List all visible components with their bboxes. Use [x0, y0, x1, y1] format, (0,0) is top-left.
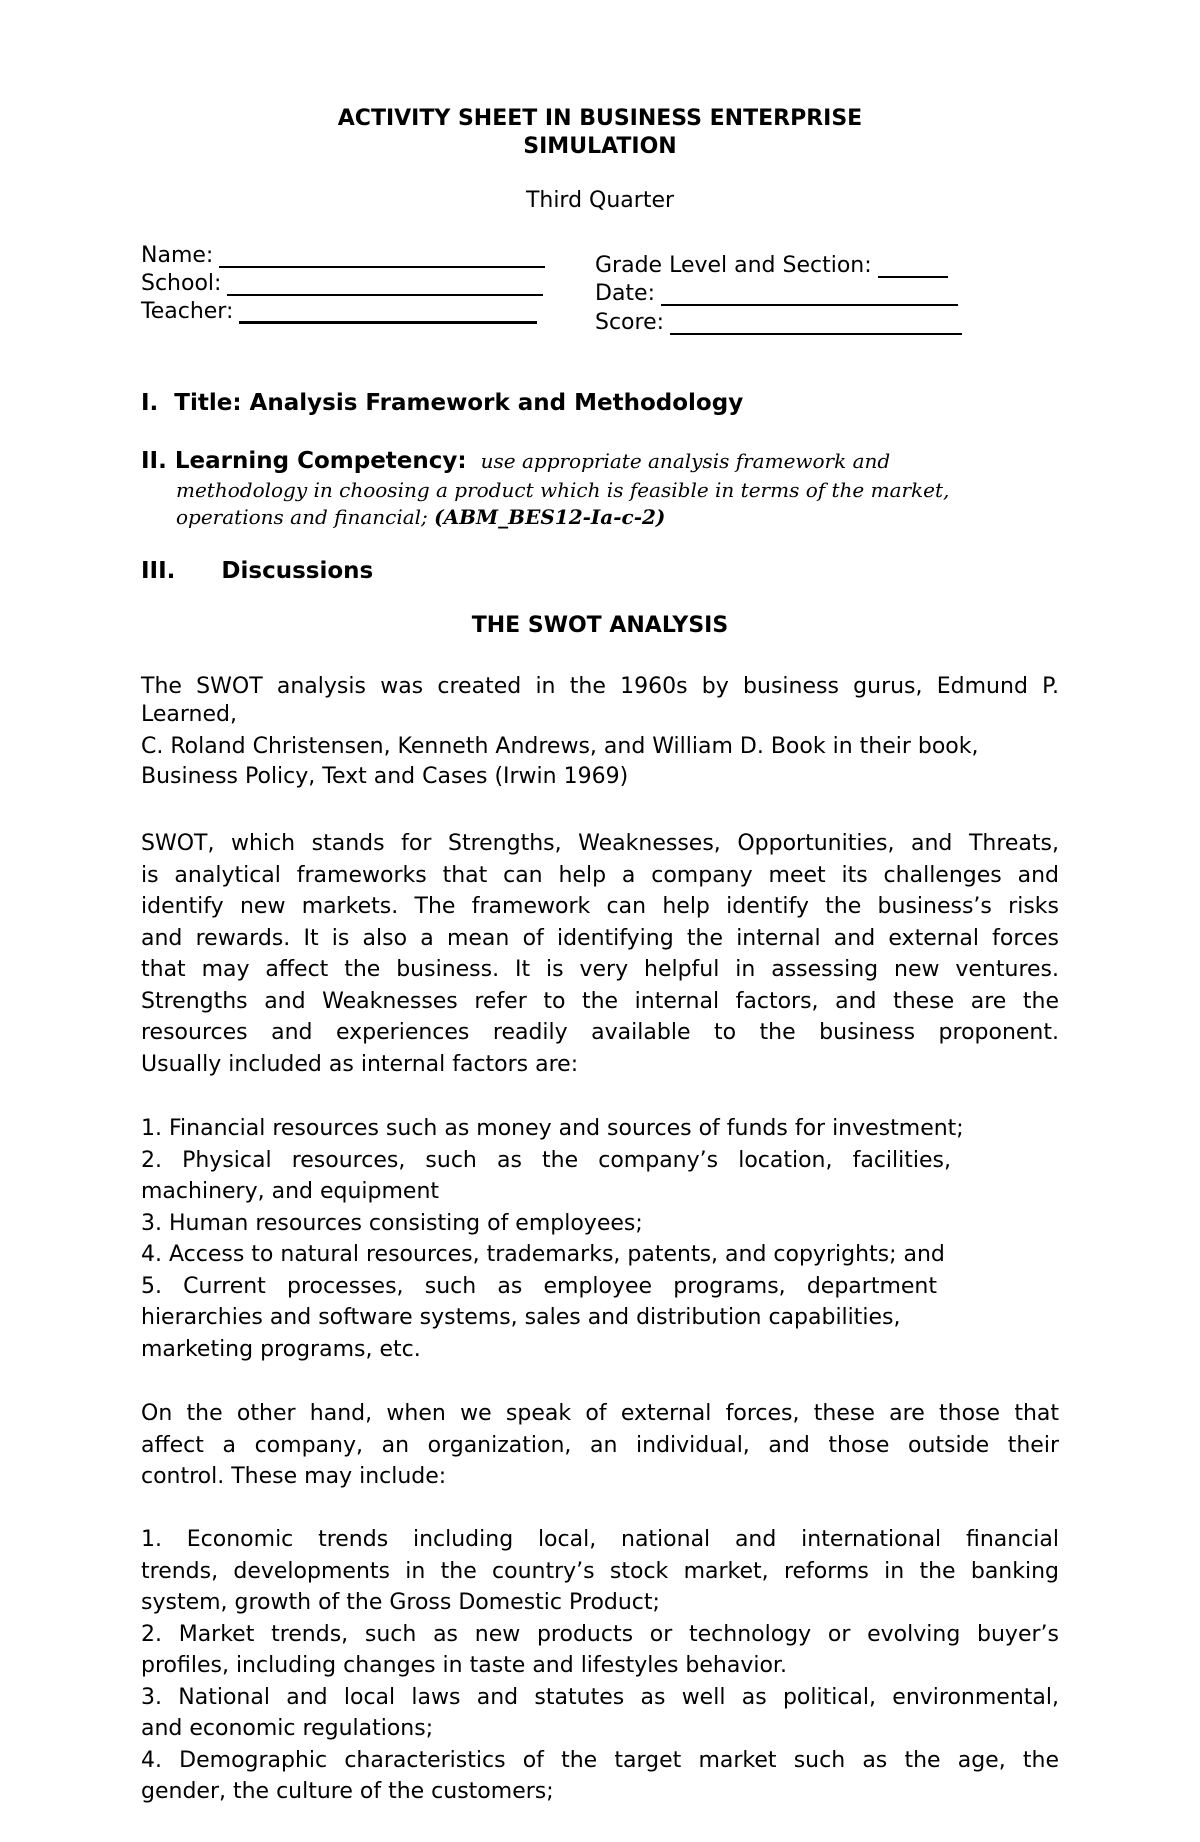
competency-line-2: methodology in choosing a product which is feasible in terms of the market, [176, 478, 950, 502]
competency-code: (ABM_BES12-Ia-c-2) [434, 505, 666, 529]
list-item: hierarchies and software systems, sales and distribution capabilities, [141, 1305, 901, 1330]
list-item: 3. National and local laws and statutes as well as political, environmental, [141, 1684, 1059, 1710]
name-label: Name: [141, 243, 214, 268]
list-item: machinery, and equipment [141, 1179, 440, 1204]
list-item: trends, developments in the country’s stock market, reforms in the banking [141, 1558, 1059, 1584]
name-field[interactable] [141, 243, 545, 268]
section-2-number: II. [141, 448, 167, 474]
section-1-title [141, 390, 743, 416]
document-title-line-1: ACTIVITY SHEET IN BUSINESS ENTERPRISE [337, 106, 863, 131]
document-title-line-2: SIMULATION [523, 134, 677, 159]
external-intro-line: affect a company, an organization, an individual, and those outside their [141, 1432, 1059, 1458]
score-blank[interactable] [670, 315, 962, 335]
teacher-blank[interactable] [239, 303, 537, 324]
competency-line-3 [176, 505, 665, 529]
list-item: gender, the culture of the customers; [141, 1779, 554, 1804]
swot-line: identify new markets. The framework can help identify the business’s risks [141, 894, 1059, 919]
external-intro-paragraph [141, 1398, 1059, 1493]
swot-line: Strengths and Weaknesses refer to the internal factors, and these are the [141, 988, 1059, 1014]
list-item: 2. Market trends, such as new products or technology or evolving buyer’s [141, 1621, 1059, 1647]
swot-paragraph [141, 828, 1059, 1080]
swot-line: is analytical frameworks that can help a company meet its challenges and [141, 862, 1059, 888]
list-item: and economic regulations; [141, 1716, 434, 1741]
swot-heading: THE SWOT ANALYSIS [471, 613, 729, 638]
score-label: Score: [595, 310, 665, 335]
section-1-text: Title: Analysis Framework and Methodology [174, 390, 744, 416]
section-3-title [141, 558, 373, 584]
list-item: 2. Physical resources, such as the company’s location, facilities, [141, 1147, 951, 1173]
score-field[interactable] [595, 310, 962, 335]
swot-line: Usually included as internal factors are: [141, 1051, 579, 1077]
grade-section-field[interactable] [595, 253, 948, 278]
section-2-title [141, 448, 890, 474]
grade-section-blank[interactable] [878, 258, 948, 278]
school-blank[interactable] [227, 276, 543, 296]
swot-line: that may affect the business. It is very helpful in assessing new ventures. [141, 957, 1059, 982]
section-3-label: Discussions [221, 558, 374, 584]
intro-line: Business Policy, Text and Cases (Irwin 1969) [141, 764, 629, 789]
list-item: 5. Current processes, such as employee programs, department [141, 1273, 937, 1299]
swot-line: resources and experiences readily available to the business proponent. [141, 1020, 1059, 1045]
list-item: marketing programs, etc. [141, 1336, 421, 1362]
swot-line: and rewards. It is also a mean of identifying the internal and external forces [141, 925, 1059, 951]
external-intro-line: control. These may include: [141, 1464, 447, 1489]
list-item: profiles, including changes in taste and lifestyles behavior. [141, 1653, 787, 1678]
school-label: School: [141, 271, 222, 296]
swot-line: SWOT, which stands for Strengths, Weaknesses, Opportunities, and Threats, [141, 831, 1059, 856]
section-2-label: Learning Competency: [174, 448, 467, 474]
list-item: 1. Economic trends including local, national and international financial [141, 1527, 1059, 1552]
intro-line: Learned, [141, 702, 237, 727]
section-3-number: III. [141, 558, 176, 584]
date-label: Date: [595, 281, 655, 306]
grade-section-label: Grade Level and Section: [595, 253, 872, 278]
section-1-number: I. [141, 390, 159, 416]
teacher-field[interactable] [141, 299, 537, 324]
external-intro-line: On the other hand, when we speak of external forces, these are those that [141, 1401, 1059, 1426]
external-factors-list [141, 1524, 1059, 1808]
quarter-label: Third Quarter [525, 188, 675, 213]
list-item: system, growth of the Gross Domestic Product; [141, 1590, 660, 1615]
list-item: 3. Human resources consisting of employees; [141, 1210, 643, 1236]
list-item: 4. Demographic characteristics of the target market such as the age, the [141, 1747, 1059, 1773]
school-field[interactable] [141, 271, 543, 296]
name-blank[interactable] [219, 248, 545, 268]
date-blank[interactable] [661, 286, 958, 306]
teacher-label: Teacher: [141, 299, 234, 324]
competency-line-1: use appropriate analysis framework and [480, 449, 891, 473]
list-item: 1. Financial resources such as money and sources of funds for investment; [141, 1116, 964, 1141]
intro-line: The SWOT analysis was created in the 1960s by business gurus, Edmund P. [141, 674, 1059, 699]
competency-line-3-text: operations and financial; [176, 505, 435, 529]
intro-line: C. Roland Christensen, Kenneth Andrews, and William D. Book in their book, [141, 734, 979, 759]
intro-paragraph [141, 673, 1059, 791]
list-item: 4. Access to natural resources, trademarks, patents, and copyrights; and [141, 1242, 945, 1267]
internal-factors-list [141, 1113, 1059, 1365]
date-field[interactable] [595, 281, 958, 306]
